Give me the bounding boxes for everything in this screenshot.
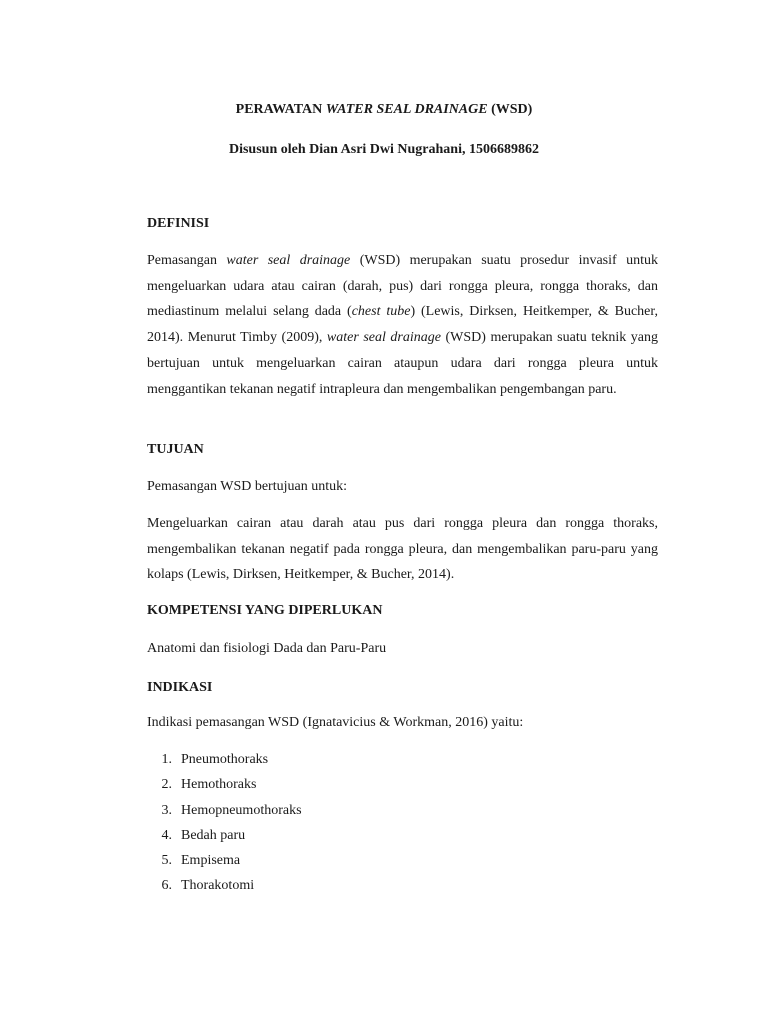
definisi-text-3: ) (Lewis, Dirksen, Heitkemper, & Bucher, 2014). Menurut Timby (2009), — [147, 304, 658, 346]
list-item-number: 2. — [161, 777, 172, 793]
author-line: Disusun oleh Dian Asri Dwi Nugrahani, 1506689862 — [228, 142, 539, 157]
title-suffix: (WSD) — [487, 102, 533, 117]
list-item-number: 6. — [161, 878, 172, 894]
list-item-label: Hemothoraks — [181, 777, 257, 793]
list-item-number: 3. — [161, 802, 172, 818]
list-item-number: 4. — [161, 827, 172, 843]
title-italic: WATER SEAL DRAINAGE — [325, 102, 488, 117]
document-title — [0, 101, 768, 119]
list-item-label: Empisema — [181, 853, 241, 869]
list-item — [147, 776, 302, 801]
definisi-paragraph — [147, 248, 658, 402]
tujuan-intro: Pemasangan WSD bertujuan untuk: — [147, 479, 347, 494]
list-item — [147, 827, 302, 852]
heading-indikasi: INDIKASI — [147, 680, 213, 695]
definisi-term-chest-tube: chest tube — [351, 304, 411, 320]
list-item-number: 5. — [161, 853, 172, 869]
list-item-label: Pneumothoraks — [181, 752, 269, 767]
indikasi-intro: Indikasi pemasangan WSD (Ignatavicius & Workman, 2016) yaitu: — [147, 715, 524, 730]
list-item-number: 1. — [161, 752, 172, 767]
tujuan-paragraph: Mengeluarkan cairan atau darah atau pus dari rongga pleura dan rongga thoraks, mengembalikan tekanan negatif pada rongga pleura, dan mengembalikan paru-paru yang kolaps (Lewis, Dirksen, Heitkemper, & Bucher, 2014). — [147, 516, 658, 582]
list-item — [147, 802, 302, 827]
indikasi-list — [147, 751, 302, 903]
heading-kompetensi: KOMPETENSI YANG DIPERLUKAN — [147, 603, 383, 618]
heading-definisi: DEFINISI — [147, 216, 210, 231]
definisi-text-2: (WSD) merupakan suatu prosedur invasif untuk mengeluarkan udara atau cairan (darah, pus) dari rongga pleura, rongga thoraks, dan mediastinum melalui selang dada ( — [147, 253, 659, 320]
title-prefix: PERAWATAN — [235, 102, 326, 117]
definisi-term-1: water seal drainage — [226, 253, 351, 268]
list-item — [147, 852, 302, 877]
definisi-text-4: (WSD) merupakan suatu teknik yang bertujuan untuk mengeluarkan cairan ataupun udara dari rongga pleura untuk menggantikan tekanan negatif intrapleura dan mengembalikan pengembangan paru. — [147, 330, 658, 397]
kompetensi-body: Anatomi dan fisiologi Dada dan Paru-Paru — [147, 641, 387, 656]
heading-tujuan: TUJUAN — [147, 442, 204, 457]
list-item-label: Thorakotomi — [181, 878, 255, 894]
definisi-text-1: Pemasangan — [147, 253, 227, 268]
definisi-term-2: water seal drainage — [326, 330, 441, 346]
list-item — [147, 751, 302, 776]
list-item — [147, 877, 302, 902]
list-item-label: Hemopneumothoraks — [181, 802, 302, 818]
list-item-label: Bedah paru — [181, 827, 246, 843]
